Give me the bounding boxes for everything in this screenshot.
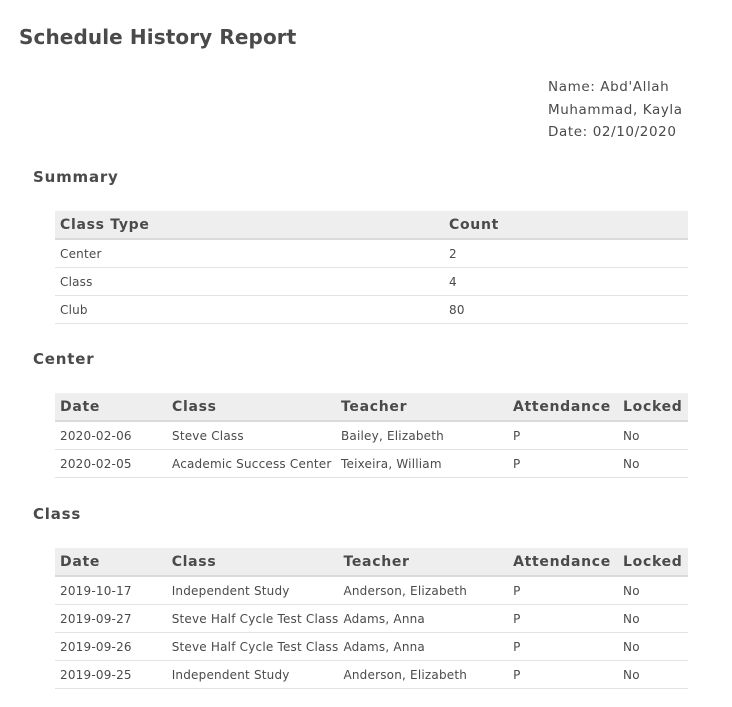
date-cell: 2019-10-17	[55, 576, 167, 605]
attendance-cell: P	[508, 450, 618, 478]
center-heading: Center	[33, 350, 95, 368]
teacher-cell: Anderson, Elizabeth	[338, 576, 508, 605]
report-title: Schedule History Report	[19, 25, 297, 49]
count-cell: 2	[444, 239, 688, 268]
class-cell: Independent Study	[167, 661, 339, 689]
locked-cell: No	[618, 450, 688, 478]
locked-cell: No	[618, 661, 688, 689]
column-header-attendance: Attendance	[508, 548, 618, 576]
locked-cell: No	[618, 576, 688, 605]
date-cell: 2020-02-05	[55, 450, 167, 478]
class-cell: Steve Class	[167, 421, 336, 450]
column-header-attendance: Attendance	[508, 393, 618, 421]
class-table	[55, 548, 688, 689]
table-row	[55, 421, 688, 450]
locked-cell: No	[618, 633, 688, 661]
column-header-date: Date	[55, 548, 167, 576]
locked-cell: No	[618, 605, 688, 633]
date-cell: 2019-09-27	[55, 605, 167, 633]
column-header-class: Class	[167, 548, 339, 576]
class-heading: Class	[33, 505, 82, 523]
class-type-cell: Club	[55, 296, 444, 324]
column-header-date: Date	[55, 393, 167, 421]
table-row	[55, 268, 688, 296]
date-cell: 2020-02-06	[55, 421, 167, 450]
student-name-line-2: Muhammad, Kayla	[548, 101, 683, 118]
column-header-class-type: Class Type	[55, 211, 444, 239]
column-header-count: Count	[444, 211, 688, 239]
date-cell: 2019-09-26	[55, 633, 167, 661]
class-header-row	[55, 548, 688, 576]
center-header-row	[55, 393, 688, 421]
count-cell: 80	[444, 296, 688, 324]
report-date: Date: 02/10/2020	[548, 124, 677, 140]
teacher-cell: Adams, Anna	[338, 633, 508, 661]
attendance-cell: P	[508, 421, 618, 450]
student-name-line-1: Name: Abd'Allah	[548, 79, 670, 95]
table-row	[55, 633, 688, 661]
locked-cell: No	[618, 421, 688, 450]
column-header-class: Class	[167, 393, 336, 421]
report-meta	[548, 76, 718, 144]
table-row	[55, 605, 688, 633]
table-row	[55, 576, 688, 605]
attendance-cell: P	[508, 633, 618, 661]
table-row	[55, 239, 688, 268]
attendance-cell: P	[508, 576, 618, 605]
summary-heading: Summary	[33, 168, 119, 186]
class-type-cell: Class	[55, 268, 444, 296]
column-header-locked: Locked	[618, 548, 688, 576]
teacher-cell: Teixeira, William	[336, 450, 508, 478]
attendance-cell: P	[508, 605, 618, 633]
class-cell: Steve Half Cycle Test Class	[167, 633, 339, 661]
column-header-teacher: Teacher	[338, 548, 508, 576]
class-cell: Independent Study	[167, 576, 339, 605]
column-header-teacher: Teacher	[336, 393, 508, 421]
center-table	[55, 393, 688, 478]
attendance-cell: P	[508, 661, 618, 689]
count-cell: 4	[444, 268, 688, 296]
date-cell: 2019-09-25	[55, 661, 167, 689]
teacher-cell: Anderson, Elizabeth	[338, 661, 508, 689]
teacher-cell: Adams, Anna	[338, 605, 508, 633]
table-row	[55, 661, 688, 689]
class-cell: Academic Success Center	[167, 450, 336, 478]
summary-header-row	[55, 211, 688, 239]
summary-table	[55, 211, 688, 324]
class-cell: Steve Half Cycle Test Class	[167, 605, 339, 633]
class-type-cell: Center	[55, 239, 444, 268]
column-header-locked: Locked	[618, 393, 688, 421]
teacher-cell: Bailey, Elizabeth	[336, 421, 508, 450]
table-row	[55, 296, 688, 324]
table-row	[55, 450, 688, 478]
